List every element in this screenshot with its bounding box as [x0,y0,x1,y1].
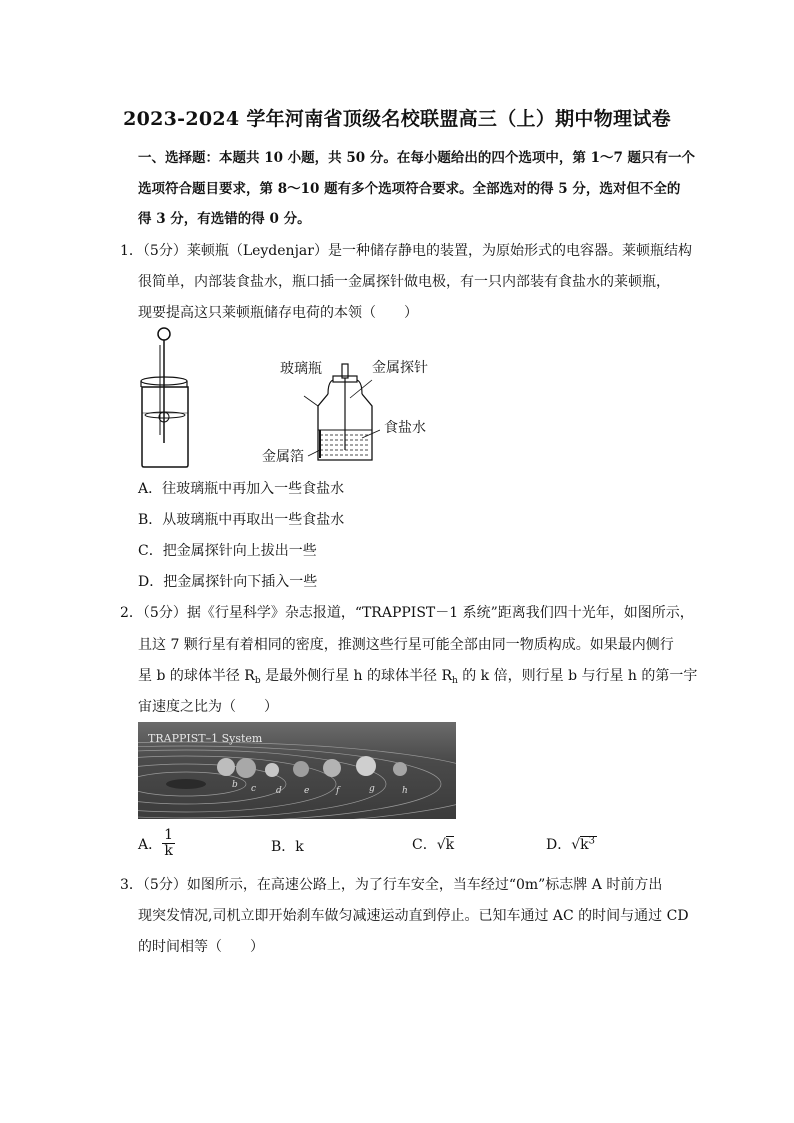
planet-label-d: d [276,786,282,796]
q2-stem-line-2: 且这 7 颗行星有着相同的密度，推测这些行星可能全部由同一物质构成。如果最内侧行 [138,637,674,653]
label-metal-probe: 金属探针 [372,360,428,376]
sqrt-symbol: √ [571,837,581,853]
planet-label-g: g [369,784,375,794]
q1-option-d[interactable]: D．把金属探针向下插入一些 [138,574,318,590]
trappist-system-image [138,722,456,819]
label-salt-water: 食盐水 [384,420,426,436]
planet-label-e: e [304,786,310,796]
label-metal-foil: 金属箔 [262,449,304,465]
q1-stem-line-2: 很简单，内部装食盐水，瓶口插一金属探针做电极，有一只内部装有食盐水的莱顿瓶， [138,274,670,290]
q1-option-c[interactable]: C．把金属探针向上拔出一些 [138,543,317,559]
q2-option-a[interactable]: A． $\frac{1}{k}$ [138,827,174,860]
q1-stem-line-1: 1．（5分）莱顿瓶（Leydenjar）是一种储存静电的装置，为原始形式的电容器。莱顿瓶结构 [120,243,692,259]
page-title: 2023-2024 学年河南省顶级名校联盟高三（上）期中物理试卷 [123,108,671,130]
trappist-image-caption: TRAPPIST–1 System [148,732,263,745]
q2-option-b[interactable]: B．k [271,839,304,855]
q2-option-c[interactable]: C．√k [412,837,455,853]
planet-label-h: h [402,786,408,796]
planet-orbits [138,722,456,819]
planet-label-b: b [232,780,238,790]
section-intro-line-2: 选项符合题目要求，第 8～10 题有多个选项符合要求。全部选对的得 5 分，选对但不全的 [138,181,681,197]
q2-stem-line-1: 2．（5分）据《行星科学》杂志报道，“TRAPPIST－1 系统”距离我们四十光年，如图所示， [120,605,694,621]
planet-label-c: c [251,784,257,794]
q1-stem-line-3: 现要提高这只莱顿瓶储存电荷的本领（ ） [138,305,418,321]
section-intro-line-1: 一、选择题：本题共 10 小题，共 50 分。在每小题给出的四个选项中，第 1～7 题只有一个 [138,150,696,166]
leyden-jar-figure [130,325,200,470]
q3-stem-line-1: 3．（5分）如图所示，在高速公路上，为了行车安全，当车经过“0m”标志牌 A 时前方出 [120,877,663,893]
q3-stem-line-2: 现突发情况,司机立即开始刹车做匀减速运动直到停止。已知车通过 AC 的时间与通过 CD [138,908,689,924]
label-glass-bottle: 玻璃瓶 [280,361,322,377]
q3-stem-line-3: 的时间相等（ ） [138,939,264,955]
q2-stem-line-4: 宙速度之比为（ ） [138,699,278,715]
q2-option-d[interactable]: D．$√k^3$ [546,835,596,853]
leyden-jar-diagram [300,362,380,472]
q1-option-a[interactable]: A．往玻璃瓶中再加入一些食盐水 [138,481,345,497]
q2-stem-line-3: 星 b 的球体半径 $R_b$ 是最外侧行星 h 的球体半径 $R_h$ 的 k 倍，则行星 b 与行星 h 的第一宇 [138,668,698,686]
sqrt-symbol: √ [436,837,446,853]
planet-label-f: f [336,786,340,796]
section-intro-line-3: 得 3 分，有选错的得 0 分。 [138,211,311,227]
q1-option-b[interactable]: B．从玻璃瓶中再取出一些食盐水 [138,512,345,528]
